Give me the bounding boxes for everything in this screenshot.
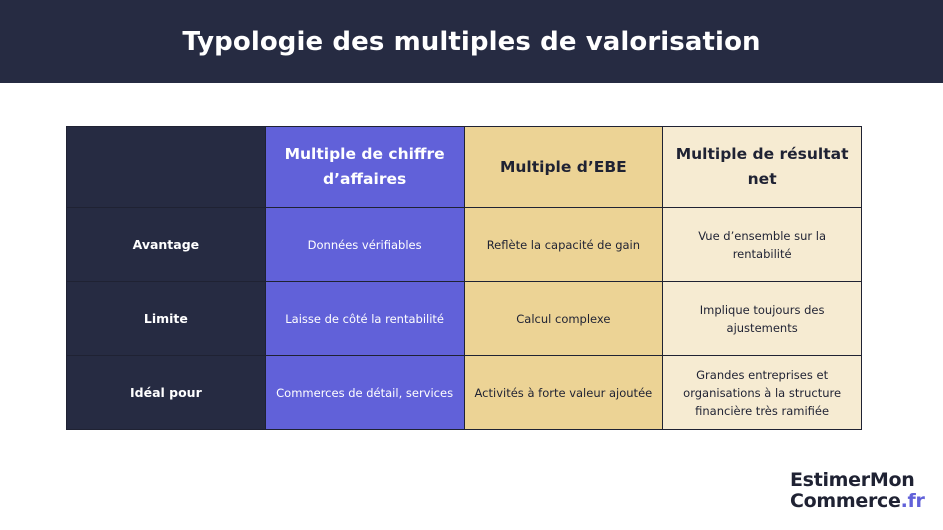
row-label-ideal-for: Idéal pour [67,356,266,430]
page-title: Typologie des multiples de valorisation [182,26,761,57]
table-cell: Grandes entreprises et organisations à la structure financière très ramifiée [663,356,862,430]
table-cell: Activités à forte valeur ajoutée [464,356,663,430]
comparison-table [66,126,862,430]
table-row [67,356,862,430]
table-cell: Laisse de côté la rentabilité [265,282,464,356]
logo-line-2 [790,491,925,512]
header-ebe-multiple: Multiple d’EBE [464,127,663,208]
table-cell: Reflète la capacité de gain [464,208,663,282]
header-revenue-multiple: Multiple de chiffre d’affaires [265,127,464,208]
table-cell: Implique toujours des ajustements [663,282,862,356]
logo-line-1: EstimerMon [790,469,915,491]
logo-word: Commerce [790,490,901,512]
table-cell: Calcul complexe [464,282,663,356]
header-empty-cell [67,127,266,208]
row-label-limit: Limite [67,282,266,356]
logo-suffix: .fr [900,490,925,512]
table-cell: Vue d’ensemble sur la rentabilité [663,208,862,282]
table-header-row [67,127,862,208]
row-label-advantage: Avantage [67,208,266,282]
table-cell: Commerces de détail, services [265,356,464,430]
page-header [0,0,943,83]
table-row [67,208,862,282]
brand-logo [790,470,925,512]
table-cell: Données vérifiables [265,208,464,282]
table-row [67,282,862,356]
header-net-income-multiple: Multiple de résultat net [663,127,862,208]
